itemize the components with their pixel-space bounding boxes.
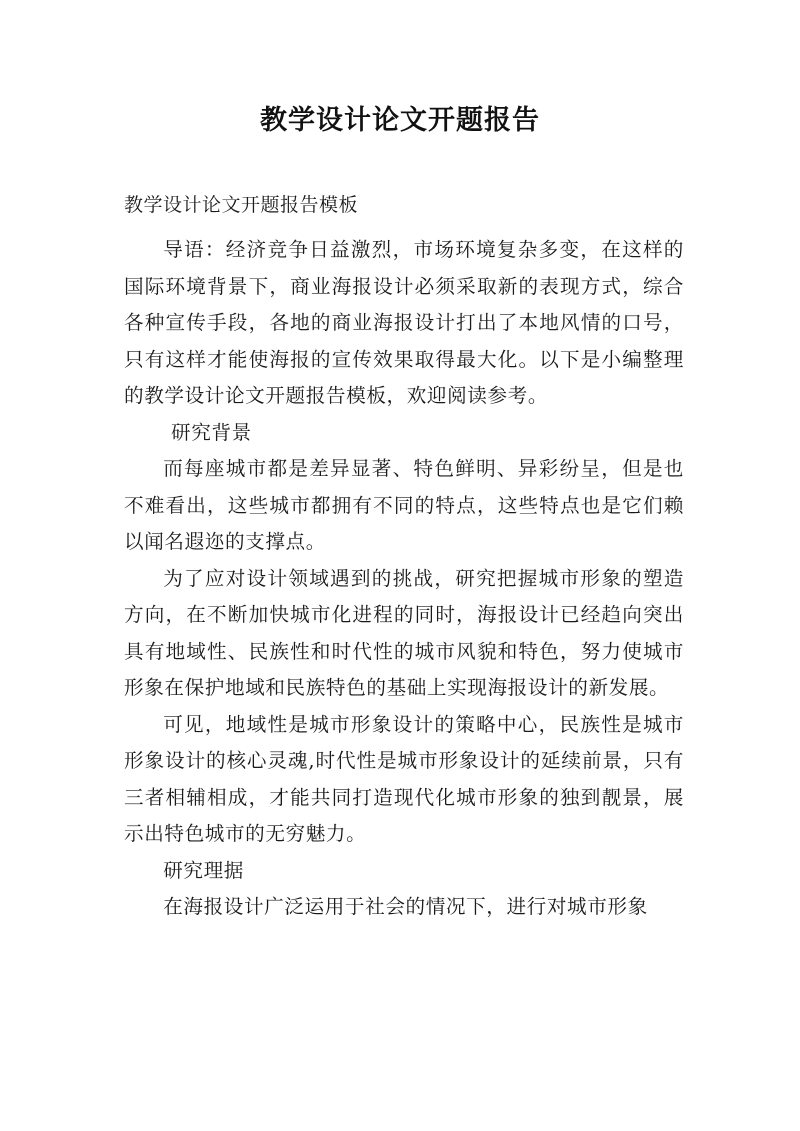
paragraph-rationale-1: 在海报设计广泛运用于社会的情况下，进行对城市形象 (163, 895, 648, 918)
document-body (124, 232, 684, 926)
paragraph-background-3: 可见，地域性是城市形象设计的策略中心，民族性是城市形象设计的核心灵魂,时代性是城市形象设计的延续前景，只有三者相辅相成，才能共同打造现代化城市形象的独到靓景，展示出特色城市的无穷魅力。 (124, 712, 684, 845)
document-subtitle: 教学设计论文开题报告模板 (124, 194, 359, 216)
paragraph-intro: 导语：经济竞争日益激烈，市场环境复杂多变，在这样的国际环境背景下，商业海报设计必须采取新的表现方式，综合各种宣传手段，各地的商业海报设计打出了本地风情的口号，只有这样才能使海报的宣传效果取得最大化。以下是小编整理的教学设计论文开题报告模板，欢迎阅读参考。 (124, 238, 684, 407)
section-heading-background: 研究背景 (171, 420, 252, 444)
document-title: 教学设计论文开题报告 (260, 105, 540, 136)
paragraph-background-2: 为了应对设计领域遇到的挑战，研究把握城市形象的塑造方向，在不断加快城市化进程的同时，海报设计已经趋向突出具有地域性、民族性和时代性的城市风貌和特色，努力使城市形象在保护地域和民族特色的基础上实现海报设计的新发展。 (124, 566, 684, 699)
section-heading-rationale: 研究理据 (163, 858, 244, 882)
paragraph-background-1: 而每座城市都是差异显著、特色鲜明、异彩纷呈，但是也不难看出，这些城市都拥有不同的特点，这些特点也是它们赖以闻名遐迩的支撑点。 (124, 457, 684, 553)
